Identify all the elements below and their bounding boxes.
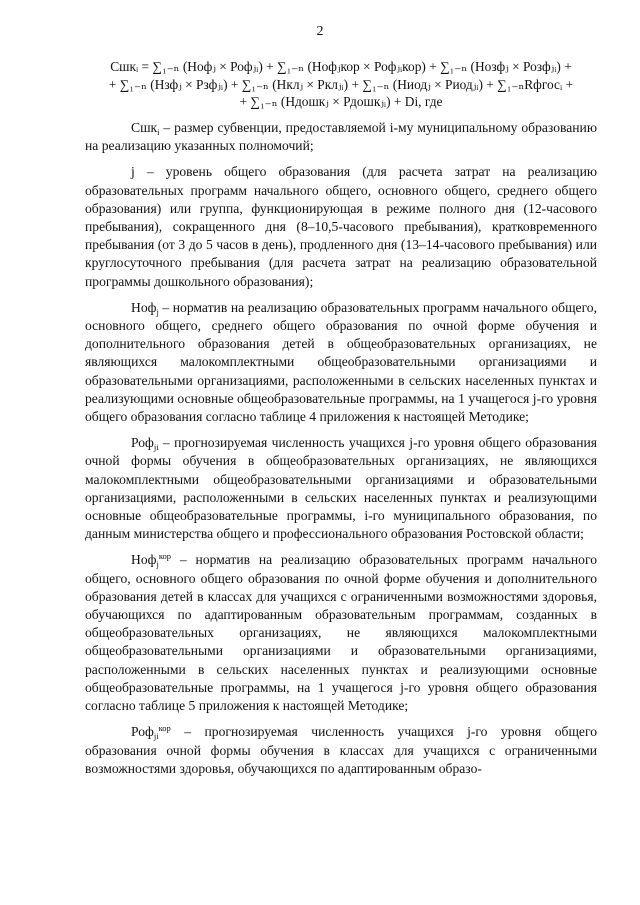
definition-text: – прогнозируемая численность учащихся j-го уровня общего образования очной формы обучения в классах для учащихся с ограниченными возможностями здоровья, обучающихся по адаптированным образо- (85, 724, 597, 776)
definition-paragraph (85, 299, 597, 426)
definition-text: – уровень общего образования (для расчета затрат на реализацию образовательных программ начального общего, основного общего, среднего общего образования) или группа, функционирующая в режиме полного дня (12-часового пребывания), сокращенного дня (8–10,5-часового пребывания), кратковременного пребывания (от 3 до 5 часов в день), продленного дня (13–14-часового пребывания) или круглосуточного пребывания (для расчета затрат на реализацию образовательной программы дошкольного образования); (85, 164, 597, 289)
definition-paragraph (85, 434, 597, 543)
formula-line-2: + ∑₁₋ₙ (Нзфⱼ × Рзфⱼᵢ) + ∑₁₋ₙ (Нклⱼ × Рклⱼᵢ) + ∑₁₋ₙ (Ниодⱼ × Риодⱼᵢ) + ∑₁₋ₙRфгосᵢ + (108, 76, 574, 92)
term-subscript: j (156, 306, 159, 317)
term-symbol: Роф (131, 435, 154, 451)
formula-line-3: + ∑₁₋ₙ (Ндошкⱼ × Рдошкⱼᵢ) + Di, где (239, 94, 443, 109)
term-symbol: Сшк (131, 120, 158, 135)
term-superscript: кор (158, 551, 172, 562)
definition-paragraph (85, 551, 597, 715)
definition-text: – норматив на реализацию образовательных программ начального общего, основного общего, среднего общего образования по очной форме обучения и дополнительного образования детей в общеобразовательных организациях, не являющихся малокомплектными общеобразовательными организациями и образовательными организациями, расположенными в сельских населенных пунктах и реализующими основные общеобразовательные программы, на 1 учащегося j-го уровня общего образования согласно таблице 4 приложения к настоящей Методике; (85, 299, 597, 425)
term-superscript: кор (158, 723, 171, 734)
term-symbol: Ноф (131, 299, 157, 315)
term-symbol: Роф (131, 724, 154, 740)
term-symbol: j (131, 164, 135, 180)
definition-paragraph (85, 119, 597, 155)
definition-text: – прогнозируемая численность учащихся j-го уровня общего образования очной формы обучения в общеобразовательных организациях, не являющихся малокомплектными общеобразовательными организациями и образовательными организациями, расположенными в сельских населенных пунктах и реализующими основные общеобразовательные программы, i-го муниципального образования, по данным министерства общего и профессионального образования Ростовской области; (85, 435, 597, 542)
page-number: 2 (316, 24, 324, 39)
definition-paragraph (85, 163, 597, 290)
formula-block (85, 58, 597, 111)
term-subscript: ji (153, 442, 159, 453)
document-body (85, 119, 597, 786)
definition-text: – норматив на реализацию образовательных программ начального общего, основного общего образования по очной форме обучения и дополнительного образования детей в классах для учащихся с ограниченными возможностями здоровья, обучающихся по адаптированным образовательным программам, созданных в общеобразовательных организациях, не являющихся малокомплектными общеобразовательными организациями и образовательными организациями, расположенными в сельских населенных пунктах и реализующими основные общеобразовательные программы, на 1 учащегося j-го уровня общего образования согласно таблице 5 приложения к настоящей Методике; (85, 552, 597, 714)
term-subscript: j (156, 559, 159, 570)
term-subscript: ji (153, 731, 159, 742)
definition-text: – размер субвенции, предоставляемой i-му муниципальному образованию на реализацию указанных полномочий; (85, 120, 597, 154)
term-subscript: i (157, 127, 160, 137)
term-symbol: Ноф (131, 552, 157, 568)
definition-paragraph (85, 723, 597, 778)
formula-line-1: Сшкᵢ = ∑₁₋ₙ (Нофⱼ × Рофⱼᵢ) + ∑₁₋ₙ (Нофⱼкор × Рофⱼᵢкор) + ∑₁₋ₙ (Нозфⱼ × Розфⱼᵢ) + (110, 59, 572, 74)
